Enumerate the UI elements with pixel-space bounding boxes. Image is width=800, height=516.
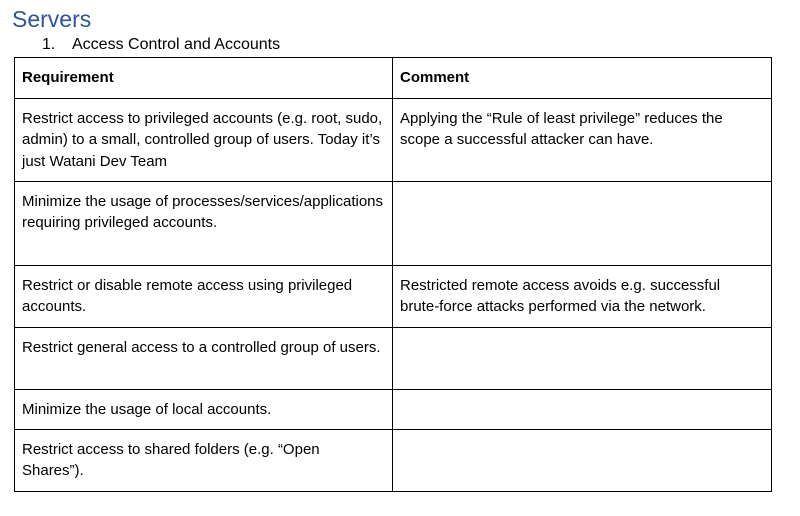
table-header-row: [15, 58, 772, 99]
table-row: [15, 389, 772, 429]
subsection-number: 1.: [42, 36, 56, 53]
table-row: [15, 429, 772, 491]
subsection-heading: [42, 35, 280, 55]
requirement-column-header: Requirement: [15, 58, 393, 99]
requirement-cell: Restrict access to privileged accounts (e.g. root, sudo, admin) to a small, controlled group of users. Today it’s just Watani Dev Team: [15, 98, 393, 181]
comment-cell: [393, 389, 772, 429]
requirement-cell: Minimize the usage of processes/services/applications requiring privileged accounts.: [15, 181, 393, 265]
table-row: [15, 327, 772, 389]
comment-cell: Restricted remote access avoids e.g. successful brute-force attacks performed via the network.: [393, 265, 772, 327]
section-heading: Servers: [12, 6, 92, 32]
table-row: [15, 181, 772, 265]
comment-cell: [393, 429, 772, 491]
requirements-table: [14, 57, 772, 492]
requirement-cell: Restrict or disable remote access using privileged accounts.: [15, 265, 393, 327]
table-row: [15, 265, 772, 327]
table-row: [15, 98, 772, 181]
requirement-cell: Minimize the usage of local accounts.: [15, 389, 393, 429]
subsection-title: Access Control and Accounts: [72, 36, 281, 53]
requirement-cell: Restrict access to shared folders (e.g. “Open Shares”).: [15, 429, 393, 491]
requirement-cell: Restrict general access to a controlled group of users.: [15, 327, 393, 389]
comment-cell: [393, 327, 772, 389]
comment-column-header: Comment: [393, 58, 772, 99]
comment-cell: [393, 181, 772, 265]
comment-cell: Applying the “Rule of least privilege” reduces the scope a successful attacker can have.: [393, 98, 772, 181]
